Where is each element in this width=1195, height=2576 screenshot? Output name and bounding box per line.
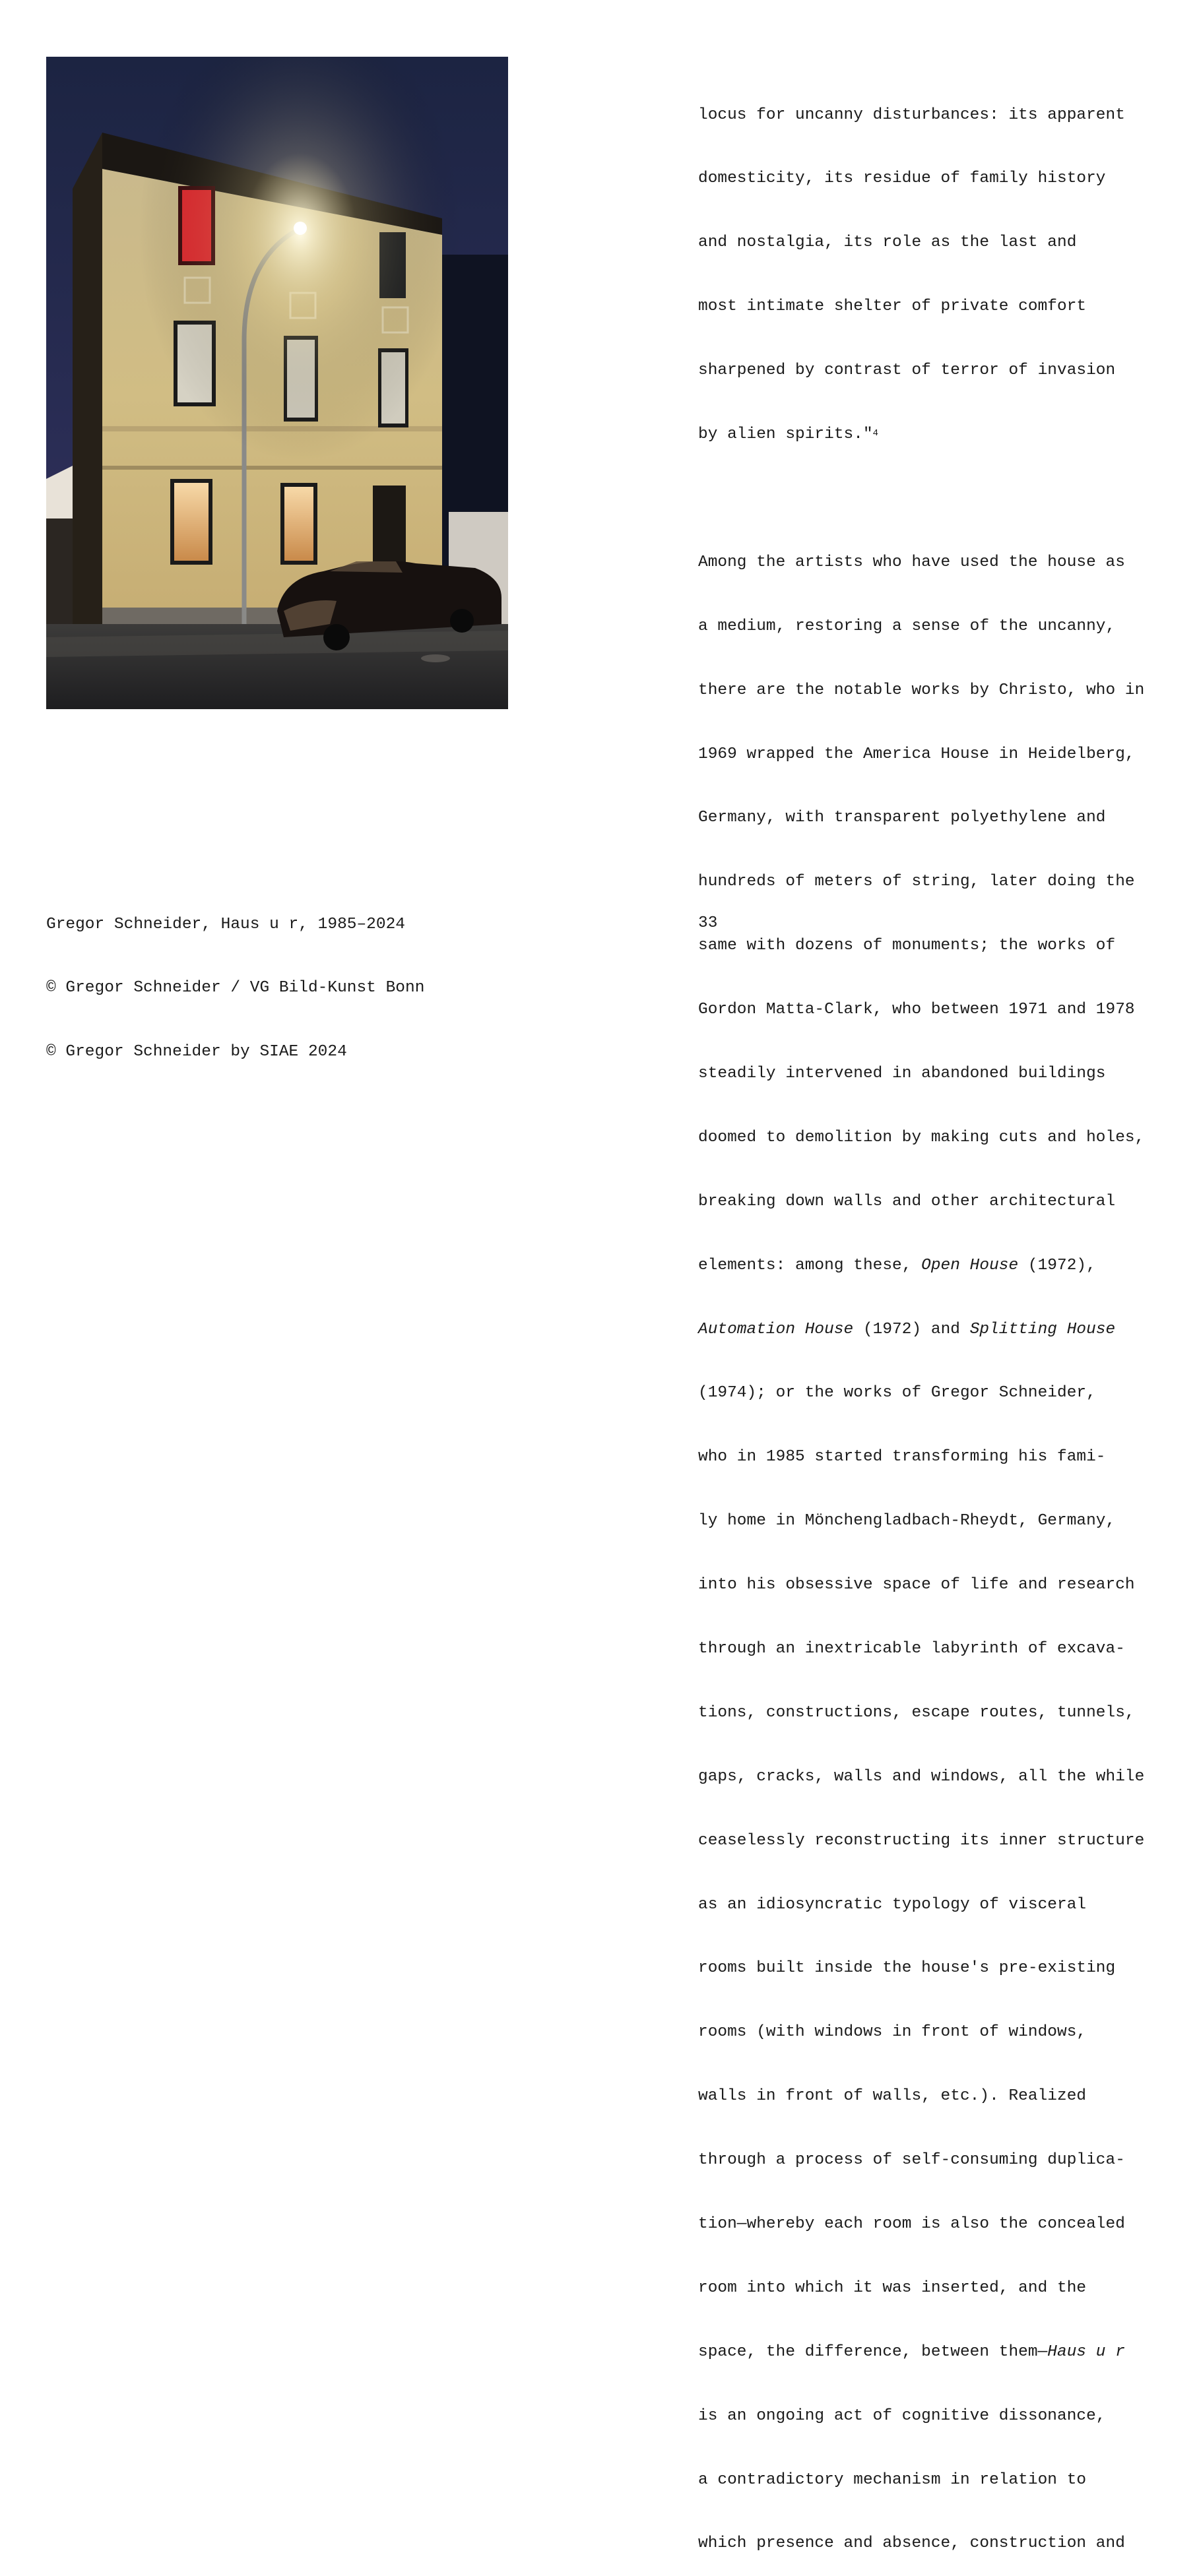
text-line: Germany, with transparent polyethylene and xyxy=(698,809,1106,827)
caption-line: © Gregor Schneider by SIAE 2024 xyxy=(46,1043,347,1061)
text-line: most intimate shelter of private comfort xyxy=(698,298,1087,316)
text-line: into his obsessive space of life and research xyxy=(698,1576,1135,1594)
caption-line: Gregor Schneider, Haus u r, 1985–2024 xyxy=(46,915,405,933)
text-line: which presence and absence, construction and xyxy=(698,2534,1125,2553)
page-number: 33 xyxy=(698,914,718,932)
text-segment: by alien spirits." xyxy=(698,425,873,444)
text-line: a medium, restoring a sense of the uncanny, xyxy=(698,617,1116,635)
text-line: through a process of self-consuming duplica- xyxy=(698,2151,1125,2170)
text-segment: (1972) and xyxy=(853,1320,970,1338)
text-line: rooms built inside the house's pre-existing xyxy=(698,1959,1116,1978)
footnote-reference[interactable]: 4 xyxy=(872,428,879,439)
text-line: through an inextricable labyrinth of excava- xyxy=(698,1639,1125,1658)
text-line: rooms (with windows in front of windows, xyxy=(698,2023,1087,2042)
text-line: tions, constructions, escape routes, tunnels, xyxy=(698,1703,1135,1722)
artwork-title: Haus u r xyxy=(1047,2342,1125,2361)
text-line: ly home in Mönchengladbach-Rheydt, Germany, xyxy=(698,1512,1116,1530)
paragraph-gap xyxy=(698,488,1144,509)
text-line: domesticity, its residue of family history xyxy=(698,170,1106,188)
text-line: who in 1985 started transforming his fami- xyxy=(698,1448,1106,1466)
text-line xyxy=(698,424,1144,445)
artwork-title: Open House xyxy=(921,1256,1019,1274)
text-line: a contradictory mechanism in relation to xyxy=(698,2470,1087,2489)
text-line xyxy=(698,1319,1144,1340)
text-segment: (1972), xyxy=(1018,1256,1096,1274)
text-line: (1974); or the works of Gregor Schneider, xyxy=(698,1384,1096,1402)
text-line: steadily intervened in abandoned buildings xyxy=(698,1064,1106,1083)
text-line: sharpened by contrast of terror of invasion xyxy=(698,361,1116,380)
text-line: ceaselessly reconstructing its inner structure xyxy=(698,1831,1145,1850)
text-segment: space, the difference, between them— xyxy=(698,2342,1048,2361)
caption-line: © Gregor Schneider / VG Bild-Kunst Bonn xyxy=(46,979,425,997)
body-text xyxy=(698,62,1144,2576)
artwork-title: Splitting House xyxy=(969,1320,1116,1338)
text-line: walls in front of walls, etc.). Realized xyxy=(698,2087,1087,2106)
artwork-photo xyxy=(46,57,508,709)
text-line: hundreds of meters of string, later doing the xyxy=(698,873,1135,891)
text-line: is an ongoing act of cognitive dissonance, xyxy=(698,2406,1106,2425)
text-line: gaps, cracks, walls and windows, all the while xyxy=(698,1767,1145,1786)
text-line: Gordon Matta-Clark, who between 1971 and 1978 xyxy=(698,1001,1135,1019)
text-line: as an idiosyncratic typology of visceral xyxy=(698,1895,1087,1914)
house-photograph xyxy=(46,57,508,709)
text-line: same with dozens of monuments; the works of xyxy=(698,937,1116,955)
text-line: tion—whereby each room is also the concealed xyxy=(698,2215,1125,2233)
text-line: doomed to demolition by making cuts and holes, xyxy=(698,1128,1145,1147)
text-segment: elements: among these, xyxy=(698,1256,922,1274)
text-line xyxy=(698,2342,1144,2363)
text-line: breaking down walls and other architectural xyxy=(698,1192,1116,1210)
artwork-title: Automation House xyxy=(698,1320,854,1338)
text-line: 1969 wrapped the America House in Heidelberg, xyxy=(698,745,1135,763)
text-line xyxy=(698,1255,1144,1276)
text-line: Among the artists who have used the house as xyxy=(698,553,1125,571)
text-line: locus for uncanny disturbances: its apparent xyxy=(698,106,1125,124)
text-line: there are the notable works by Christo, who in xyxy=(698,681,1145,699)
photo-caption xyxy=(46,871,424,1084)
text-line: room into which it was inserted, and the xyxy=(698,2278,1087,2297)
text-line: and nostalgia, its role as the last and xyxy=(698,234,1077,252)
